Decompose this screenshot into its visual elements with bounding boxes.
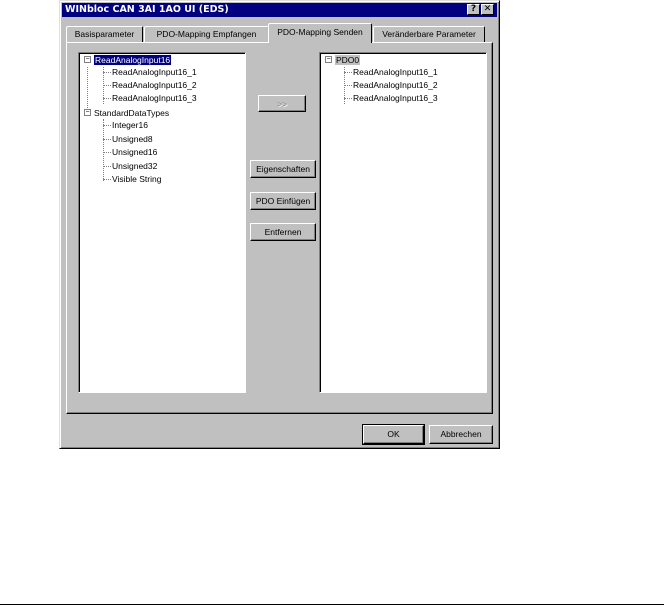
close-button[interactable]: ✕ [481,4,494,15]
cancel-button[interactable]: Abbrechen [429,425,493,444]
tree-node-unsigned32[interactable]: Unsigned32 [112,161,158,171]
tree-node-unsigned16[interactable]: Unsigned16 [112,147,158,157]
tree-node-unsigned8[interactable]: Unsigned8 [112,134,153,144]
tab-pdo-mapping-senden[interactable]: PDO-Mapping Senden [268,23,372,43]
tree-node-integer16[interactable]: Integer16 [112,120,148,130]
page-divider [0,604,664,605]
tab-pdo-mapping-empfangen[interactable]: PDO-Mapping Empfangen [144,26,269,42]
window-title: WINbloc CAN 3AI 1AO UI (EDS) [65,4,229,15]
tree-node-pdo0[interactable] [335,55,360,66]
tree-node-standarddatatypes[interactable]: StandardDataTypes [94,108,170,118]
tree-node-label: PDO0 [336,55,360,65]
collapse-icon[interactable]: − [85,56,90,63]
insert-pdo-button[interactable]: PDO Einfügen [250,192,316,210]
properties-button[interactable]: Eigenschaften [250,160,316,178]
tree-node-readanaloginput16-2[interactable]: ReadAnalogInput16_2 [112,80,197,90]
tab-veraenderbare-parameter[interactable]: Veränderbare Parameter [373,26,485,42]
move-right-button[interactable]: >> [258,95,306,112]
tree-node-label: ReadAnalogInput16 [95,55,171,65]
tree-node-pdo-entry-1[interactable]: ReadAnalogInput16_1 [353,67,438,77]
tree-node-readanaloginput16-1[interactable]: ReadAnalogInput16_1 [112,67,197,77]
tab-panel [66,42,493,414]
tree-node-pdo-entry-2[interactable]: ReadAnalogInput16_2 [353,80,438,90]
title-bar[interactable] [62,3,497,17]
help-button[interactable]: ? [467,4,480,15]
object-tree[interactable] [78,52,246,393]
tree-node-readanaloginput16-3[interactable]: ReadAnalogInput16_3 [112,93,197,103]
remove-button[interactable]: Entfernen [250,223,316,241]
collapse-icon[interactable]: − [85,109,90,116]
ok-button[interactable]: OK [363,425,424,444]
tab-basisparameter[interactable]: Basisparameter [66,26,143,42]
dialog-window [59,0,500,449]
tree-node-pdo-entry-3[interactable]: ReadAnalogInput16_3 [353,93,438,103]
collapse-icon[interactable]: − [326,56,331,63]
pdo-tree[interactable] [319,52,487,393]
tree-node-visible-string[interactable]: Visible String [112,174,162,184]
tree-node-readanaloginput16[interactable] [94,55,171,66]
